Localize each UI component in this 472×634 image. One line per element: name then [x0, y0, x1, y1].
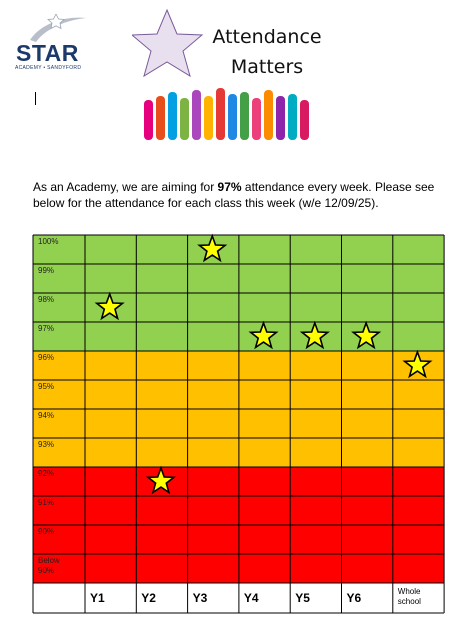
row-label: 94% [38, 411, 55, 420]
row-label: 96% [38, 353, 55, 362]
category-label: Y5 [295, 591, 310, 605]
banner-title-line2: Matters [230, 56, 304, 78]
intro-text-part1: As an Academy, we are aiming for [33, 180, 218, 194]
category-label: Whole school [397, 587, 421, 606]
row-label: 95% [38, 382, 55, 391]
logo-subtitle: ACADEMY • SANDYFORD [15, 65, 82, 71]
category-label: Y3 [192, 591, 208, 605]
category-label: Y2 [141, 591, 156, 605]
row-label: 98% [38, 295, 55, 304]
row-label: 97% [38, 324, 55, 333]
row-label: 90% [38, 527, 55, 536]
row-label: Below 90% [38, 556, 60, 575]
category-label: Y1 [90, 591, 105, 605]
row-label: 92% [38, 469, 55, 478]
row-label: 93% [38, 440, 55, 449]
category-label: Y4 [243, 591, 259, 605]
logo-title: STAR [16, 40, 79, 66]
intro-text-part2: attendance every week. Please see below for the attendance for each class this week (w/e 12/09/25). [33, 180, 435, 210]
row-label: 100% [38, 237, 59, 246]
banner-title-line1: Attendance [212, 26, 322, 48]
row-label: 91% [38, 498, 55, 507]
category-label: Y6 [346, 591, 362, 605]
intro-target: 97% [217, 180, 242, 194]
row-label: 99% [38, 266, 55, 275]
